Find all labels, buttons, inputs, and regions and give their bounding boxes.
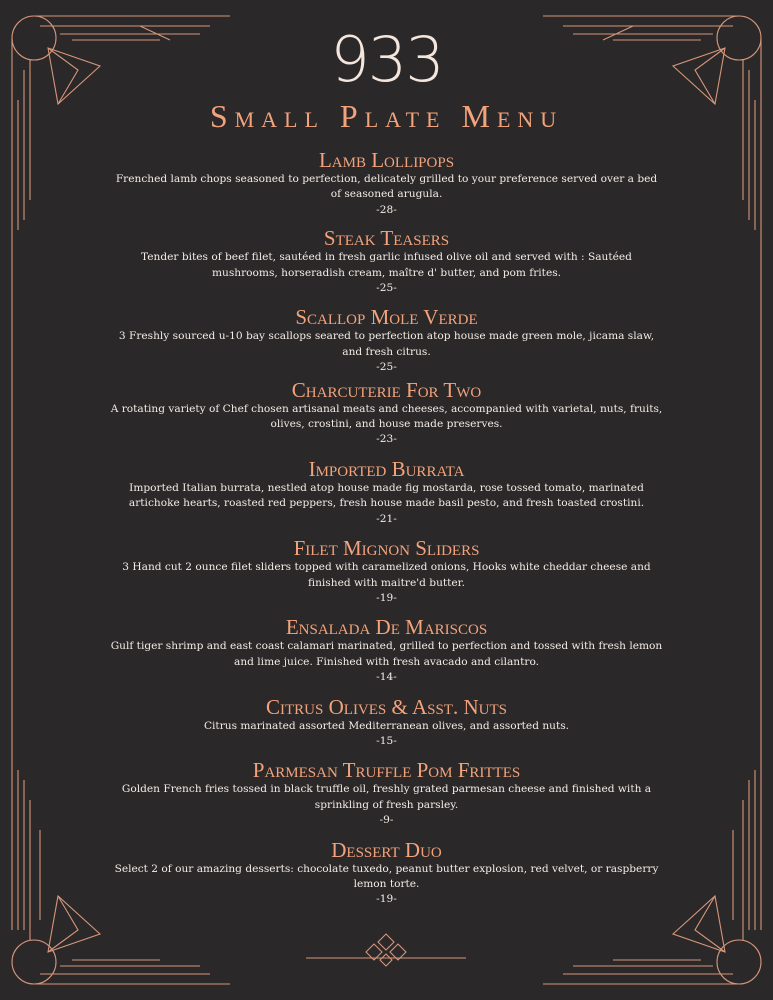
item-name: Scallop Mole Verde bbox=[295, 305, 478, 330]
menu-item bbox=[110, 226, 663, 296]
menu-item bbox=[110, 148, 663, 218]
menu-item bbox=[110, 695, 663, 750]
item-price: -21- bbox=[376, 512, 397, 525]
item-name: Ensalada De Mariscos bbox=[285, 615, 488, 640]
item-name: Imported Burrata bbox=[308, 456, 465, 481]
item-description: Tender bites of beef filet, sautéed in fresh garlic infused olive oil and served with : Sautéed mushrooms, horseradish cream, maître d' butter, and pom frites. bbox=[141, 251, 632, 279]
item-name: Lamb Lollipops bbox=[318, 148, 455, 172]
item-description: Frenched lamb chops seasoned to perfection, delicately grilled to your preference served over a bed of seasoned arugula. bbox=[115, 173, 658, 201]
item-name: Parmesan Truffle Pom Frittes bbox=[252, 758, 521, 783]
item-description: Golden French fries tossed in black truffle oil, freshly grated parmesan cheese and finished with a sprinkling of fresh parsley. bbox=[121, 783, 652, 811]
diamond-ornament-bottom-center bbox=[306, 934, 466, 966]
item-price: -19- bbox=[376, 591, 397, 604]
menu-items-list bbox=[110, 148, 663, 908]
item-name: Dessert Duo bbox=[331, 837, 442, 862]
item-price: -15- bbox=[376, 734, 397, 747]
item-price: -23- bbox=[376, 433, 397, 446]
item-price: -25- bbox=[376, 282, 397, 295]
item-description: Imported Italian burrata, nestled atop house made fig mostarda, rose tossed tomato, marinated artichoke hearts, roasted red peppers, fresh house made basil pesto, and fresh toasted crostini. bbox=[128, 481, 645, 510]
menu-item bbox=[110, 305, 663, 375]
menu-item bbox=[110, 838, 663, 908]
menu-item bbox=[110, 536, 663, 606]
item-name: Charcuterie For Two bbox=[291, 377, 482, 402]
menu-title: Small Plate Menu bbox=[209, 98, 564, 134]
restaurant-logo: 933 bbox=[330, 23, 443, 96]
item-description: Select 2 of our amazing desserts: chocolate tuxedo, peanut butter explosion, red velvet, or raspberry lemon torte. bbox=[114, 862, 659, 890]
menu-item bbox=[110, 758, 663, 828]
menu-item bbox=[110, 457, 663, 527]
item-price: -19- bbox=[376, 893, 397, 906]
item-description: Citrus marinated assorted Mediterranean olives, and assorted nuts. bbox=[203, 719, 570, 732]
item-name: Steak Teasers bbox=[323, 226, 450, 251]
item-description: 3 Hand cut 2 ounce filet sliders topped with caramelized onions, Hooks white cheddar cheese and finished with maitre'd butter. bbox=[122, 561, 651, 589]
item-description: 3 Freshly sourced u-10 bay scallops seared to perfection atop house made green mole, jicama slaw, and fresh citrus. bbox=[118, 330, 655, 358]
item-name: Filet Mignon Sliders bbox=[293, 536, 480, 561]
menu-item bbox=[110, 378, 663, 448]
item-price: -28- bbox=[376, 203, 397, 216]
item-price: -14- bbox=[376, 671, 397, 684]
item-name: Citrus Olives & Asst. Nuts bbox=[266, 694, 507, 719]
item-price: -25- bbox=[376, 361, 397, 374]
item-price: -9- bbox=[379, 814, 394, 827]
item-description: A rotating variety of Chef chosen artisanal meats and cheeses, accompanied with varietal, nuts, fruits, olives, crostini, and house made preserves. bbox=[110, 402, 663, 431]
menu-item bbox=[110, 615, 663, 685]
item-description: Gulf tiger shrimp and east coast calamari marinated, grilled to perfection and tossed with fresh lemon and lime juice. Finished with fresh avacado and cilantro. bbox=[110, 640, 663, 668]
